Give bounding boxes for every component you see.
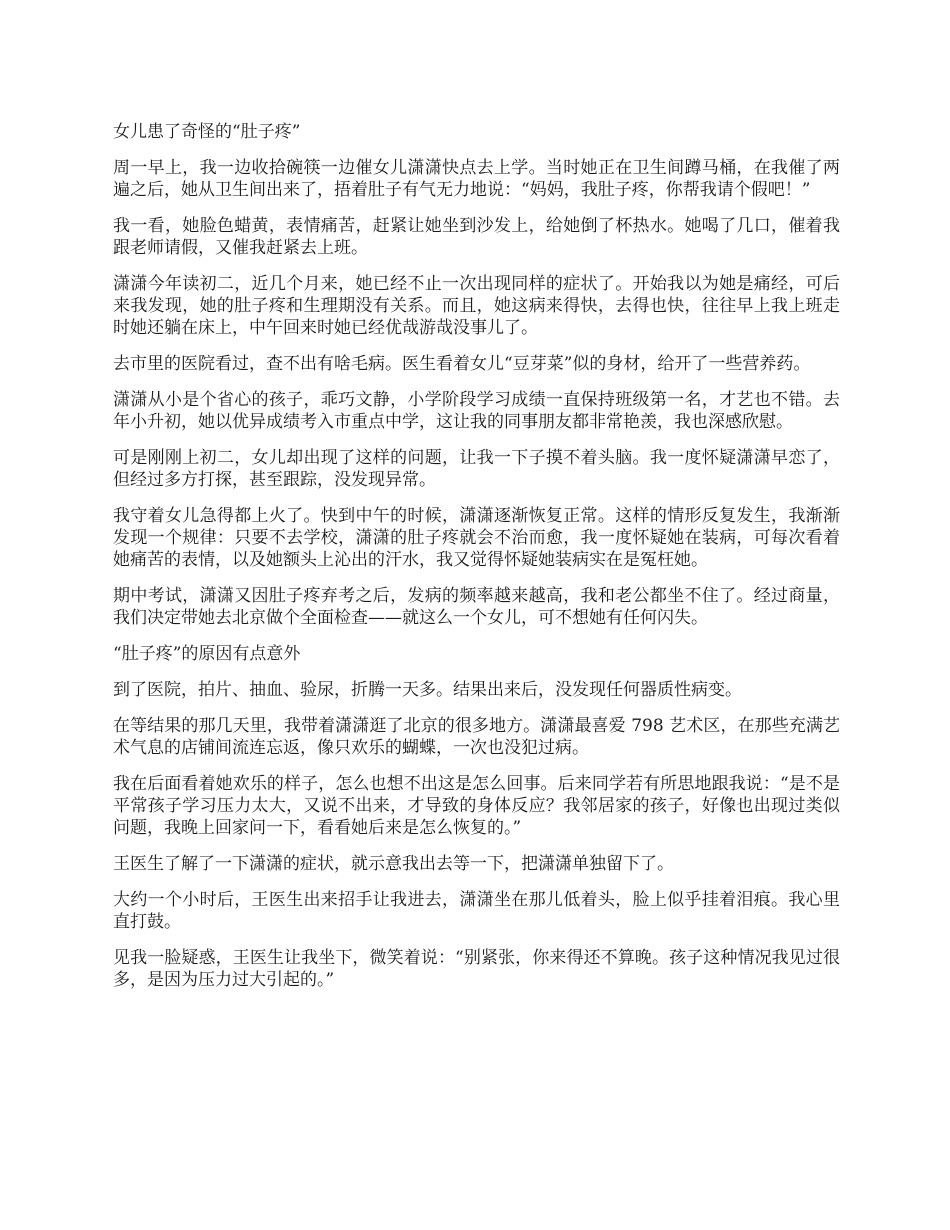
paragraph: 到了医院，拍片、抽血、验尿，折腾一天多。结果出来后，没发现任何器质性病变。 bbox=[113, 680, 742, 700]
paragraph: 去市里的医院看过，查不出有啥毛病。医生看着女儿“豆芽菜”似的身材，给开了一些营养药。 bbox=[113, 354, 811, 374]
paragraph: 大约一个小时后，王医生出来招手让我进去，潇潇坐在那儿低着头，脸上似乎挂着泪痕。我心里直打鼓。 bbox=[113, 890, 840, 932]
paragraph: 王医生了解了一下潇潇的症状，就示意我出去等一下，把潇潇单独留下了。 bbox=[113, 854, 674, 874]
paragraph: 可是刚刚上初二，女儿却出现了这样的问题，让我一下子摸不着头脑。我一度怀疑潇潇早恋了，但经过多方打探，甚至跟踪，没发现异常。 bbox=[113, 448, 840, 490]
paragraph: 潇潇今年读初二，近几个月来，她已经不止一次出现同样的症状了。开始我以为她是痛经，可后来我发现，她的肚子疼和生理期没有关系。而且，她这病来得快，去得也快，往往早上我上班走时她还躺在床上，中午回来时她已经优哉游哉没事儿了。 bbox=[113, 274, 840, 338]
paragraph: 我在后面看着她欢乐的样子，怎么也想不出这是怎么回事。后来同学若有所思地跟我说：“是不是平常孩子学习压力太大，又说不出来，才导致的身体反应？我邻居家的孩子，好像也出现过类似问题，我晚上回家问一下，看看她后来是怎么恢复的。” bbox=[113, 774, 840, 838]
paragraph: 我守着女儿急得都上火了。快到中午的时候，潇潇逐渐恢复正常。这样的情形反复发生，我渐渐发现一个规律：只要不去学校，潇潇的肚子疼就会不治而愈，我一度怀疑她在装病，可每次看着她痛苦的表情，以及她额头上沁出的汗水，我又觉得怀疑她装病实在是冤枉她。 bbox=[113, 506, 840, 570]
article-title: 女儿患了奇怪的“肚子疼” bbox=[113, 122, 301, 142]
section-subheading: “肚子疼”的原因有点意外 bbox=[113, 644, 301, 664]
paragraph: 潇潇从小是个省心的孩子，乖巧文静，小学阶段学习成绩一直保持班级第一名，才艺也不错。去年小升初，她以优异成绩考入市重点中学，这让我的同事朋友都非常艳羡，我也深感欣慰。 bbox=[113, 390, 840, 432]
paragraph: 周一早上，我一边收拾碗筷一边催女儿潇潇快点去上学。当时她正在卫生间蹲马桶，在我催了两遍之后，她从卫生间出来了，捂着肚子有气无力地说：“妈妈，我肚子疼，你帮我请个假吧！” bbox=[113, 158, 840, 200]
article-body bbox=[113, 121, 840, 1005]
paragraph: 在等结果的那几天里，我带着潇潇逛了北京的很多地方。潇潇最喜爱 798 艺术区，在那些充满艺术气息的店铺间流连忘返，像只欢乐的蝴蝶，一次也没犯过病。 bbox=[113, 716, 840, 758]
paragraph: 我一看，她脸色蜡黄，表情痛苦，赶紧让她坐到沙发上，给她倒了杯热水。她喝了几口，催着我跟老师请假，又催我赶紧去上班。 bbox=[113, 216, 840, 258]
paragraph: 期中考试，潇潇又因肚子疼弃考之后，发病的频率越来越高，我和老公都坐不住了。经过商量，我们决定带她去北京做个全面检查——就这么一个女儿，可不想她有任何闪失。 bbox=[113, 586, 840, 628]
paragraph: 见我一脸疑惑，王医生让我坐下，微笑着说：“别紧张，你来得还不算晚。孩子这种情况我见过很多，是因为压力过大引起的。” bbox=[113, 948, 840, 990]
